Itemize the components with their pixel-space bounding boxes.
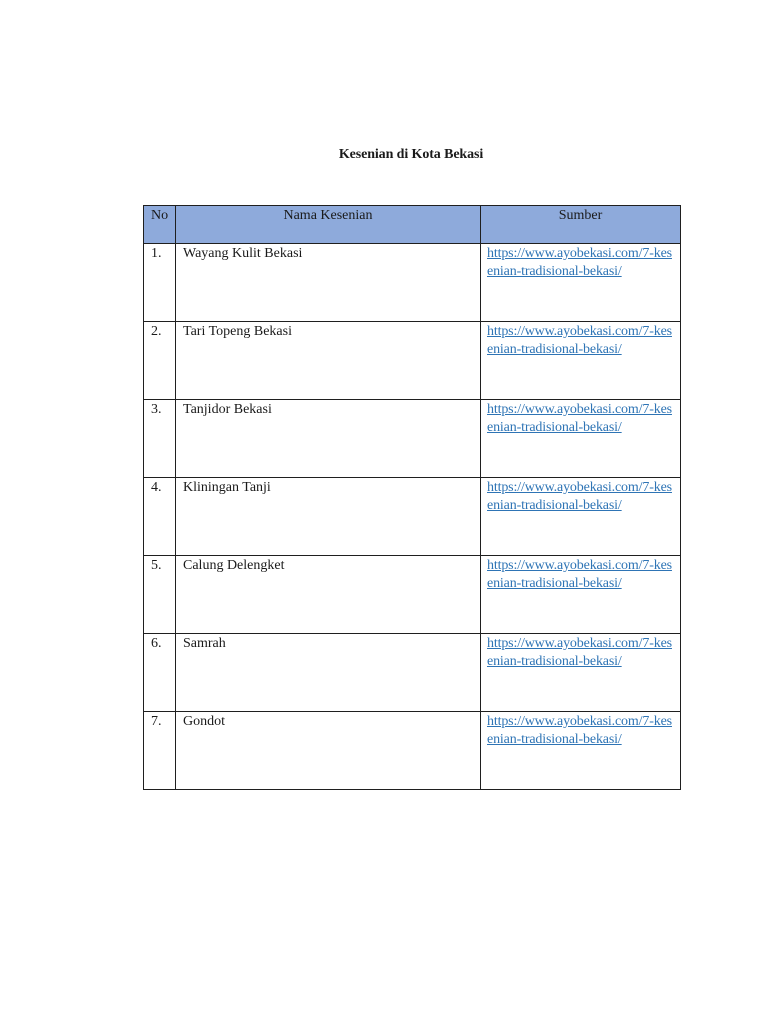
row-number: 6. xyxy=(144,634,176,712)
art-name: Kliningan Tanji xyxy=(176,478,481,556)
row-number: 1. xyxy=(144,244,176,322)
row-number: 5. xyxy=(144,556,176,634)
table-row xyxy=(144,322,681,400)
source-link[interactable]: https://www.ayobekasi.com/7-kesenian-tradisional-bekasi/ xyxy=(487,636,672,669)
row-number: 4. xyxy=(144,478,176,556)
art-name: Calung Delengket xyxy=(176,556,481,634)
source-cell xyxy=(481,400,681,478)
source-cell xyxy=(481,478,681,556)
row-number: 7. xyxy=(144,712,176,790)
table-row xyxy=(144,556,681,634)
source-link[interactable]: https://www.ayobekasi.com/7-kesenian-tradisional-bekasi/ xyxy=(487,402,672,435)
source-cell xyxy=(481,712,681,790)
source-link[interactable]: https://www.ayobekasi.com/7-kesenian-tradisional-bekasi/ xyxy=(487,324,672,357)
row-number: 2. xyxy=(144,322,176,400)
source-link[interactable]: https://www.ayobekasi.com/7-kesenian-tradisional-bekasi/ xyxy=(487,714,672,747)
header-name: Nama Kesenian xyxy=(176,206,481,244)
table-row xyxy=(144,400,681,478)
arts-table xyxy=(143,205,681,790)
header-no: No xyxy=(144,206,176,244)
table-row xyxy=(144,478,681,556)
art-name: Tari Topeng Bekasi xyxy=(176,322,481,400)
art-name: Tanjidor Bekasi xyxy=(176,400,481,478)
table-row xyxy=(144,712,681,790)
row-number: 3. xyxy=(144,400,176,478)
source-link[interactable]: https://www.ayobekasi.com/7-kesenian-tradisional-bekasi/ xyxy=(487,246,672,279)
source-cell xyxy=(481,322,681,400)
source-link[interactable]: https://www.ayobekasi.com/7-kesenian-tradisional-bekasi/ xyxy=(487,480,672,513)
source-cell xyxy=(481,634,681,712)
art-name: Wayang Kulit Bekasi xyxy=(176,244,481,322)
header-source: Sumber xyxy=(481,206,681,244)
art-name: Gondot xyxy=(176,712,481,790)
source-cell xyxy=(481,556,681,634)
source-cell xyxy=(481,244,681,322)
table-header-row xyxy=(144,206,681,244)
table-row xyxy=(144,634,681,712)
source-link[interactable]: https://www.ayobekasi.com/7-kesenian-tradisional-bekasi/ xyxy=(487,558,672,591)
art-name: Samrah xyxy=(176,634,481,712)
page-title: Kesenian di Kota Bekasi xyxy=(338,147,484,162)
table-row xyxy=(144,244,681,322)
